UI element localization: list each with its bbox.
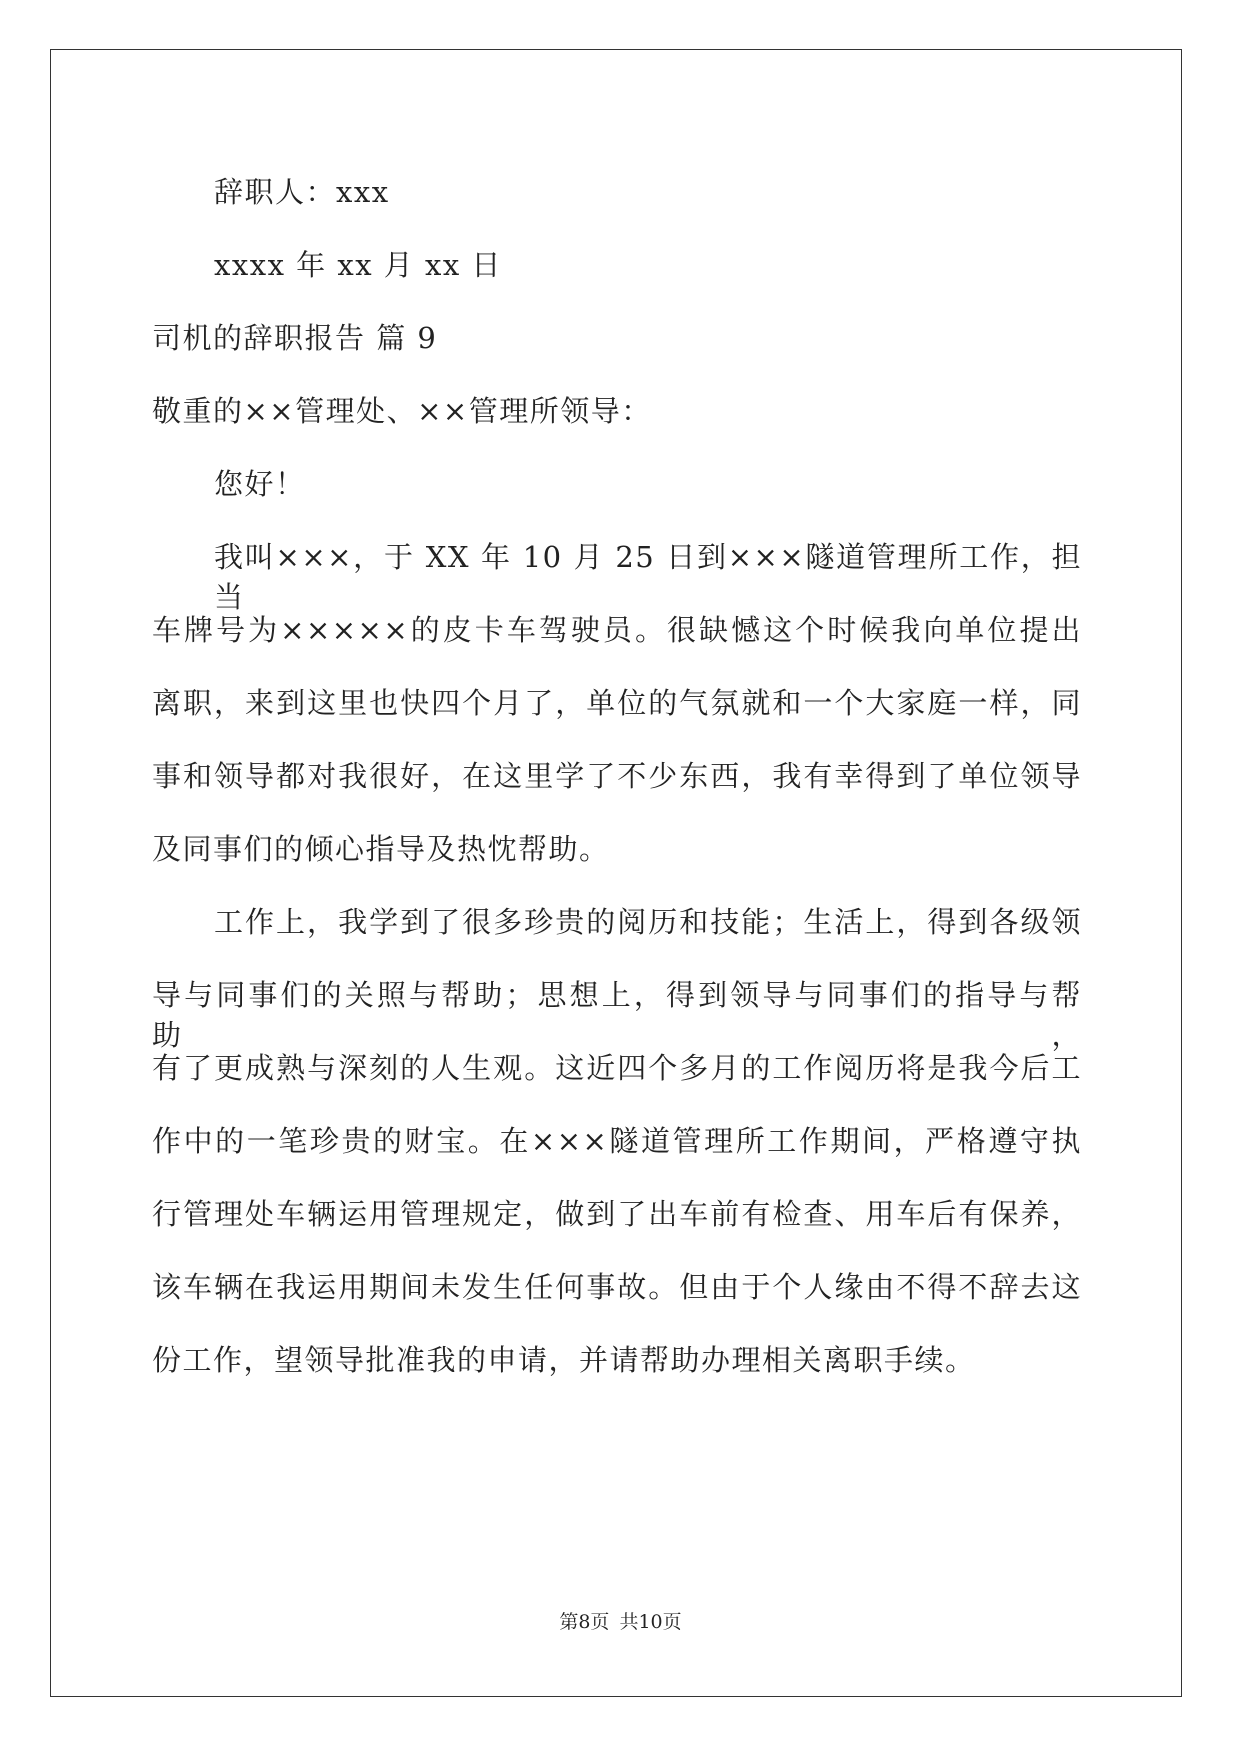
- paragraph-1-line-2: 车牌号为×××××的皮卡车驾驶员。很缺憾这个时候我向单位提出: [152, 613, 1082, 647]
- section-title: 司机的辞职报告 篇 9: [152, 321, 438, 355]
- salutation: 敬重的××管理处、××管理所领导：: [152, 394, 652, 428]
- paragraph-2-line-5: 行管理处车辆运用管理规定，做到了出车前有检查、用车后有保养，: [152, 1197, 1082, 1231]
- paragraph-1-line-5: 及同事们的倾心指导及热忱帮助。: [152, 832, 610, 866]
- paragraph-2-line-1: 工作上，我学到了很多珍贵的阅历和技能；生活上，得到各级领: [214, 905, 1082, 939]
- paragraph-1-line-1: 我叫×××，于 XX 年 10 月 25 日到×××隧道管理所工作，担当: [214, 540, 1082, 614]
- resigner-line: 辞职人：xxx: [214, 175, 390, 209]
- paragraph-1-line-4: 事和领导都对我很好，在这里学了不少东西，我有幸得到了单位领导: [152, 759, 1082, 793]
- date-line: xxxx 年 xx 月 xx 日: [214, 248, 502, 282]
- paragraph-2-line-7: 份工作，望领导批准我的申请，并请帮助办理相关离职手续。: [152, 1343, 976, 1377]
- page-number: 第8页: [559, 1611, 610, 1633]
- paragraph-1-line-3: 离职，来到这里也快四个月了，单位的气氛就和一个大家庭一样，同: [152, 686, 1082, 720]
- page-total: 共10页: [619, 1611, 682, 1633]
- greeting: 您好！: [214, 467, 306, 501]
- page-footer: [0, 1610, 1241, 1634]
- page-border: [50, 49, 1182, 1697]
- paragraph-2-line-4: 作中的一笔珍贵的财宝。在×××隧道管理所工作期间，严格遵守执: [152, 1124, 1082, 1158]
- paragraph-2-line-3: 有了更成熟与深刻的人生观。这近四个多月的工作阅历将是我今后工: [152, 1051, 1082, 1085]
- paragraph-2-line-6: 该车辆在我运用期间未发生任何事故。但由于个人缘由不得不辞去这: [152, 1270, 1082, 1304]
- paragraph-2-line-2: 导与同事们的关照与帮助；思想上，得到领导与同事们的指导与帮助，: [152, 978, 1082, 1052]
